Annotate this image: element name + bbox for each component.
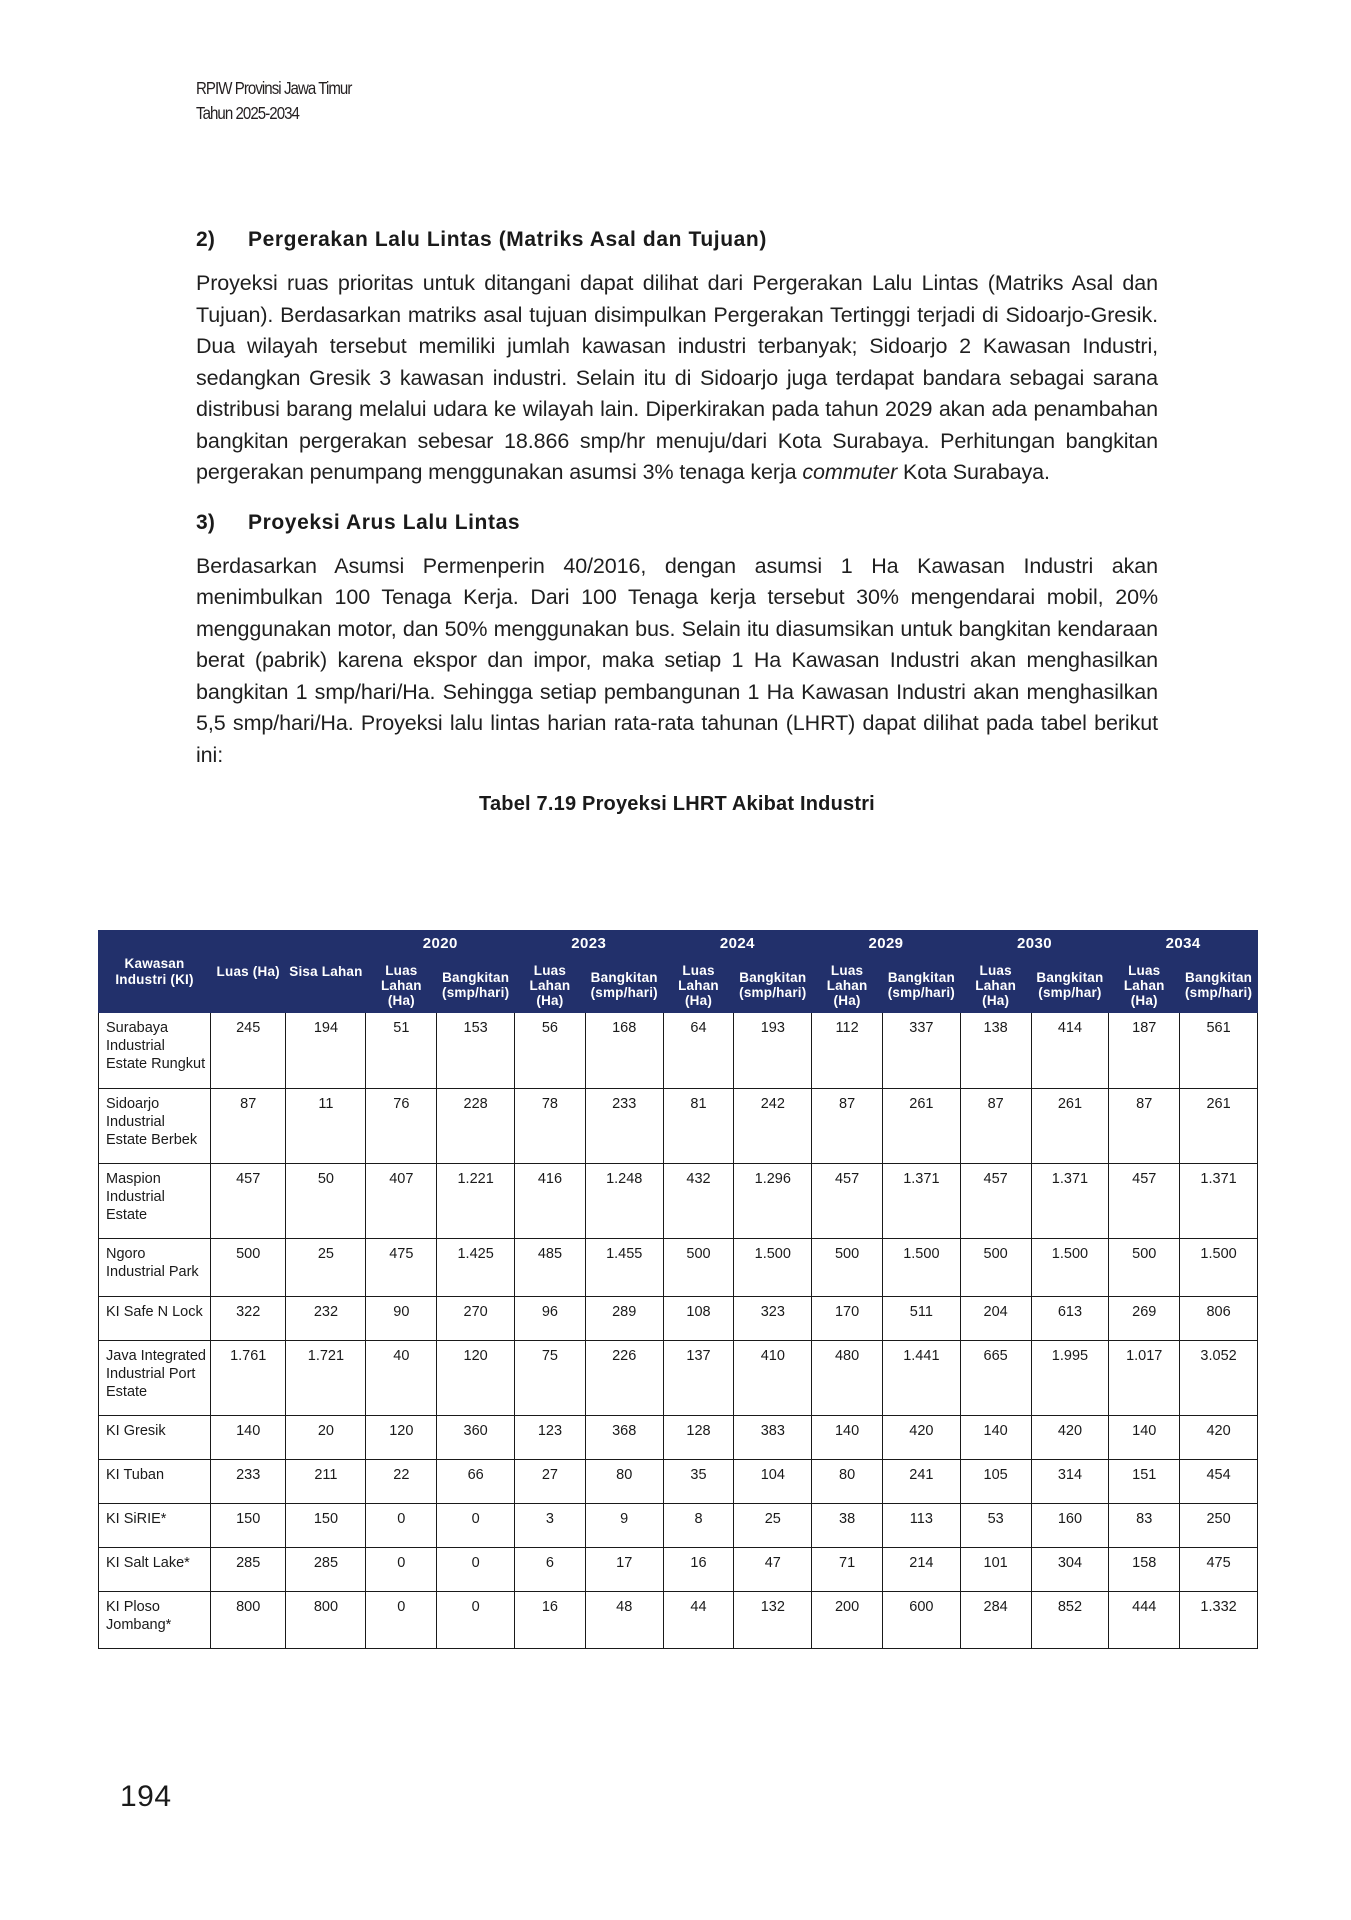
cell-2034-bangkitan: 1.332 bbox=[1180, 1591, 1258, 1648]
cell-2020-luas-lahan: 76 bbox=[366, 1088, 437, 1163]
cell-2023-bangkitan: 9 bbox=[585, 1503, 663, 1547]
cell-2023-bangkitan: 1.248 bbox=[585, 1163, 663, 1238]
cell-2020-bangkitan: 1.221 bbox=[437, 1163, 515, 1238]
cell-2034-luas-lahan: 269 bbox=[1109, 1296, 1180, 1340]
th-2024-luas-lahan: Luas Lahan (Ha) bbox=[663, 958, 734, 1012]
cell-2024-luas-lahan: 432 bbox=[663, 1163, 734, 1238]
cell-luas-ha: 285 bbox=[211, 1547, 286, 1591]
cell-2024-bangkitan: 47 bbox=[734, 1547, 812, 1591]
table-row bbox=[99, 1340, 1258, 1415]
cell-2023-bangkitan: 48 bbox=[585, 1591, 663, 1648]
cell-2034-bangkitan: 1.371 bbox=[1180, 1163, 1258, 1238]
cell-2020-luas-lahan: 0 bbox=[366, 1591, 437, 1648]
cell-2030-luas-lahan: 284 bbox=[960, 1591, 1031, 1648]
th-2020-bangkitan: Bangkitan (smp/hari) bbox=[437, 958, 515, 1012]
cell-2020-bangkitan: 1.425 bbox=[437, 1239, 515, 1296]
paragraph-pergerakan bbox=[196, 268, 1158, 489]
paragraph-proyeksi: Berdasarkan Asumsi Permenperin 40/2016, dengan asumsi 1 Ha Kawasan Industri akan menimbulkan 100 Tenaga Kerja. Dari 100 Tenaga kerja tersebut 30% mengendarai mobil, 20% menggunakan motor, dan 50% menggunakan bus. Selain itu diasumsikan untuk bangkitan kendaraan berat (pabrik) karena ekspor dan impor, maka setiap 1 Ha Kawasan Industri akan menghasilkan bangkitan 1 smp/hari/Ha. Sehingga setiap pembangunan 1 Ha Kawasan Industri akan menghasilkan 5,5 smp/hari/Ha. Proyeksi lalu lintas harian rata-rata tahunan (LHRT) dapat dilihat pada tabel berikut ini: bbox=[196, 553, 1158, 767]
cell-2029-luas-lahan: 200 bbox=[812, 1591, 883, 1648]
cell-sisa-lahan: 150 bbox=[286, 1503, 366, 1547]
table-row bbox=[99, 1013, 1258, 1088]
cell-2034-luas-lahan: 87 bbox=[1109, 1088, 1180, 1163]
table-row bbox=[99, 1415, 1258, 1459]
cell-sisa-lahan: 194 bbox=[286, 1013, 366, 1088]
running-header-line2: Tahun 2025-2034 bbox=[196, 103, 299, 124]
th-2030-luas-lahan: Luas Lahan (Ha) bbox=[960, 958, 1031, 1012]
cell-2024-bangkitan: 1.296 bbox=[734, 1163, 812, 1238]
cell-2034-bangkitan: 454 bbox=[1180, 1459, 1258, 1503]
cell-2029-luas-lahan: 480 bbox=[812, 1340, 883, 1415]
cell-2029-bangkitan: 511 bbox=[883, 1296, 961, 1340]
cell-2034-luas-lahan: 187 bbox=[1109, 1013, 1180, 1088]
cell-2024-bangkitan: 242 bbox=[734, 1088, 812, 1163]
cell-2023-luas-lahan: 96 bbox=[515, 1296, 586, 1340]
cell-2024-bangkitan: 410 bbox=[734, 1340, 812, 1415]
table-row bbox=[99, 1239, 1258, 1296]
table-row bbox=[99, 1547, 1258, 1591]
cell-2034-luas-lahan: 457 bbox=[1109, 1163, 1180, 1238]
th-2024-bangkitan: Bangkitan (smp/hari) bbox=[734, 958, 812, 1012]
cell-2024-bangkitan: 25 bbox=[734, 1503, 812, 1547]
cell-2020-bangkitan: 0 bbox=[437, 1591, 515, 1648]
table-row bbox=[99, 1296, 1258, 1340]
cell-2029-bangkitan: 1.371 bbox=[883, 1163, 961, 1238]
cell-sisa-lahan: 211 bbox=[286, 1459, 366, 1503]
cell-2029-luas-lahan: 140 bbox=[812, 1415, 883, 1459]
section-heading-2 bbox=[196, 228, 1158, 252]
th-2030-bangkitan: Bangkitan (smp/har) bbox=[1031, 958, 1109, 1012]
running-header bbox=[196, 76, 351, 127]
cell-2024-luas-lahan: 8 bbox=[663, 1503, 734, 1547]
cell-2029-luas-lahan: 112 bbox=[812, 1013, 883, 1088]
cell-2029-luas-lahan: 80 bbox=[812, 1459, 883, 1503]
cell-2030-luas-lahan: 87 bbox=[960, 1088, 1031, 1163]
cell-2020-bangkitan: 120 bbox=[437, 1340, 515, 1415]
cell-2029-luas-lahan: 500 bbox=[812, 1239, 883, 1296]
cell-2030-luas-lahan: 138 bbox=[960, 1013, 1031, 1088]
cell-luas-ha: 500 bbox=[211, 1239, 286, 1296]
cell-2020-luas-lahan: 120 bbox=[366, 1415, 437, 1459]
cell-2034-bangkitan: 3.052 bbox=[1180, 1340, 1258, 1415]
cell-2034-bangkitan: 561 bbox=[1180, 1013, 1258, 1088]
cell-2030-bangkitan: 314 bbox=[1031, 1459, 1109, 1503]
cell-2024-bangkitan: 1.500 bbox=[734, 1239, 812, 1296]
cell-2030-bangkitan: 160 bbox=[1031, 1503, 1109, 1547]
cell-sisa-lahan: 232 bbox=[286, 1296, 366, 1340]
cell-2029-bangkitan: 600 bbox=[883, 1591, 961, 1648]
cell-2029-bangkitan: 113 bbox=[883, 1503, 961, 1547]
th-kawasan-industri: Kawasan Industri (KI) bbox=[99, 931, 211, 1013]
cell-luas-ha: 87 bbox=[211, 1088, 286, 1163]
cell-2030-luas-lahan: 53 bbox=[960, 1503, 1031, 1547]
cell-2020-bangkitan: 270 bbox=[437, 1296, 515, 1340]
cell-2023-luas-lahan: 6 bbox=[515, 1547, 586, 1591]
cell-sisa-lahan: 20 bbox=[286, 1415, 366, 1459]
cell-luas-ha: 322 bbox=[211, 1296, 286, 1340]
cell-2029-luas-lahan: 71 bbox=[812, 1547, 883, 1591]
cell-2030-bangkitan: 852 bbox=[1031, 1591, 1109, 1648]
cell-2020-bangkitan: 0 bbox=[437, 1547, 515, 1591]
cell-2034-bangkitan: 250 bbox=[1180, 1503, 1258, 1547]
cell-2034-bangkitan: 261 bbox=[1180, 1088, 1258, 1163]
cell-2029-luas-lahan: 87 bbox=[812, 1088, 883, 1163]
table-row bbox=[99, 1163, 1258, 1238]
th-sisa-lahan: Sisa Lahan bbox=[286, 931, 366, 1013]
cell-2030-bangkitan: 1.371 bbox=[1031, 1163, 1109, 1238]
cell-2020-luas-lahan: 22 bbox=[366, 1459, 437, 1503]
cell-2020-bangkitan: 153 bbox=[437, 1013, 515, 1088]
th-year-2029: 2029 bbox=[812, 931, 961, 959]
cell-luas-ha: 1.761 bbox=[211, 1340, 286, 1415]
cell-2034-bangkitan: 1.500 bbox=[1180, 1239, 1258, 1296]
cell-luas-ha: 150 bbox=[211, 1503, 286, 1547]
cell-2030-bangkitan: 1.500 bbox=[1031, 1239, 1109, 1296]
cell-2034-luas-lahan: 140 bbox=[1109, 1415, 1180, 1459]
cell-2024-bangkitan: 383 bbox=[734, 1415, 812, 1459]
cell-kawasan-industri: KI Salt Lake* bbox=[99, 1547, 211, 1591]
cell-2023-bangkitan: 226 bbox=[585, 1340, 663, 1415]
cell-2024-luas-lahan: 108 bbox=[663, 1296, 734, 1340]
cell-2020-luas-lahan: 0 bbox=[366, 1547, 437, 1591]
th-year-2030: 2030 bbox=[960, 931, 1109, 959]
cell-2023-luas-lahan: 56 bbox=[515, 1013, 586, 1088]
cell-2029-luas-lahan: 457 bbox=[812, 1163, 883, 1238]
cell-kawasan-industri: KI Tuban bbox=[99, 1459, 211, 1503]
cell-2029-bangkitan: 1.500 bbox=[883, 1239, 961, 1296]
th-2023-bangkitan: Bangkitan (smp/hari) bbox=[585, 958, 663, 1012]
cell-2030-bangkitan: 613 bbox=[1031, 1296, 1109, 1340]
th-2029-luas-lahan: Luas Lahan (Ha) bbox=[812, 958, 883, 1012]
th-year-2023: 2023 bbox=[515, 931, 664, 959]
document-body bbox=[196, 228, 1158, 830]
cell-2034-luas-lahan: 83 bbox=[1109, 1503, 1180, 1547]
table-row bbox=[99, 1503, 1258, 1547]
cell-2029-bangkitan: 420 bbox=[883, 1415, 961, 1459]
cell-2023-bangkitan: 368 bbox=[585, 1415, 663, 1459]
th-year-2034: 2034 bbox=[1109, 931, 1258, 959]
table-row bbox=[99, 1459, 1258, 1503]
paragraph-pergerakan-italic: commuter bbox=[802, 460, 898, 484]
cell-2024-luas-lahan: 137 bbox=[663, 1340, 734, 1415]
cell-2034-bangkitan: 475 bbox=[1180, 1547, 1258, 1591]
running-header-line1: RPIW Provinsi Jawa Timur bbox=[196, 78, 352, 98]
cell-luas-ha: 245 bbox=[211, 1013, 286, 1088]
th-luas-ha: Luas (Ha) bbox=[211, 931, 286, 1013]
cell-2024-luas-lahan: 128 bbox=[663, 1415, 734, 1459]
cell-2029-bangkitan: 1.441 bbox=[883, 1340, 961, 1415]
cell-luas-ha: 140 bbox=[211, 1415, 286, 1459]
cell-2020-bangkitan: 360 bbox=[437, 1415, 515, 1459]
cell-2030-luas-lahan: 140 bbox=[960, 1415, 1031, 1459]
cell-kawasan-industri: KI Safe N Lock bbox=[99, 1296, 211, 1340]
paragraph-pergerakan-post: Kota Surabaya. bbox=[897, 460, 1050, 484]
cell-2020-luas-lahan: 40 bbox=[366, 1340, 437, 1415]
cell-2024-luas-lahan: 35 bbox=[663, 1459, 734, 1503]
cell-2034-luas-lahan: 158 bbox=[1109, 1547, 1180, 1591]
cell-2023-luas-lahan: 75 bbox=[515, 1340, 586, 1415]
cell-2024-luas-lahan: 500 bbox=[663, 1239, 734, 1296]
cell-2023-bangkitan: 168 bbox=[585, 1013, 663, 1088]
cell-2030-bangkitan: 420 bbox=[1031, 1415, 1109, 1459]
cell-kawasan-industri: Maspion Industrial Estate bbox=[99, 1163, 211, 1238]
cell-2020-bangkitan: 228 bbox=[437, 1088, 515, 1163]
cell-sisa-lahan: 1.721 bbox=[286, 1340, 366, 1415]
cell-2030-bangkitan: 1.995 bbox=[1031, 1340, 1109, 1415]
cell-2023-luas-lahan: 27 bbox=[515, 1459, 586, 1503]
cell-2023-luas-lahan: 3 bbox=[515, 1503, 586, 1547]
cell-2024-luas-lahan: 44 bbox=[663, 1591, 734, 1648]
th-2023-luas-lahan: Luas Lahan (Ha) bbox=[515, 958, 586, 1012]
cell-2020-luas-lahan: 51 bbox=[366, 1013, 437, 1088]
cell-sisa-lahan: 11 bbox=[286, 1088, 366, 1163]
cell-2020-bangkitan: 66 bbox=[437, 1459, 515, 1503]
th-year-2024: 2024 bbox=[663, 931, 812, 959]
cell-kawasan-industri: Surabaya Industrial Estate Rungkut bbox=[99, 1013, 211, 1088]
cell-2024-bangkitan: 132 bbox=[734, 1591, 812, 1648]
section-heading-3 bbox=[196, 511, 1158, 535]
cell-2024-luas-lahan: 81 bbox=[663, 1088, 734, 1163]
cell-2034-bangkitan: 420 bbox=[1180, 1415, 1258, 1459]
section-number-3: 3) bbox=[196, 510, 216, 534]
cell-2034-luas-lahan: 1.017 bbox=[1109, 1340, 1180, 1415]
section-title-3: Proyeksi Arus Lalu Lintas bbox=[248, 510, 521, 534]
cell-2020-bangkitan: 0 bbox=[437, 1503, 515, 1547]
th-2034-luas-lahan: Luas Lahan (Ha) bbox=[1109, 958, 1180, 1012]
cell-2030-bangkitan: 304 bbox=[1031, 1547, 1109, 1591]
cell-2023-luas-lahan: 416 bbox=[515, 1163, 586, 1238]
section-number-2: 2) bbox=[196, 228, 216, 251]
cell-2023-luas-lahan: 16 bbox=[515, 1591, 586, 1648]
cell-2024-bangkitan: 323 bbox=[734, 1296, 812, 1340]
cell-2030-luas-lahan: 457 bbox=[960, 1163, 1031, 1238]
cell-sisa-lahan: 50 bbox=[286, 1163, 366, 1238]
cell-2020-luas-lahan: 475 bbox=[366, 1239, 437, 1296]
lhrt-table bbox=[98, 930, 1258, 1649]
cell-kawasan-industri: Java Integrated Industrial Port Estate bbox=[99, 1340, 211, 1415]
cell-2034-luas-lahan: 500 bbox=[1109, 1239, 1180, 1296]
cell-2034-bangkitan: 806 bbox=[1180, 1296, 1258, 1340]
cell-2034-luas-lahan: 444 bbox=[1109, 1591, 1180, 1648]
cell-2029-bangkitan: 261 bbox=[883, 1088, 961, 1163]
cell-2030-luas-lahan: 204 bbox=[960, 1296, 1031, 1340]
cell-2023-bangkitan: 80 bbox=[585, 1459, 663, 1503]
table-row bbox=[99, 1088, 1258, 1163]
cell-2029-bangkitan: 241 bbox=[883, 1459, 961, 1503]
page-number: 194 bbox=[120, 1780, 172, 1813]
table-head-row-years bbox=[99, 931, 1258, 959]
cell-2023-luas-lahan: 123 bbox=[515, 1415, 586, 1459]
cell-luas-ha: 800 bbox=[211, 1591, 286, 1648]
cell-kawasan-industri: KI Gresik bbox=[99, 1415, 211, 1459]
cell-2023-luas-lahan: 78 bbox=[515, 1088, 586, 1163]
th-year-2020: 2020 bbox=[366, 931, 515, 959]
table-head bbox=[99, 931, 1258, 1013]
cell-2029-luas-lahan: 170 bbox=[812, 1296, 883, 1340]
table-body bbox=[99, 1013, 1258, 1649]
cell-sisa-lahan: 25 bbox=[286, 1239, 366, 1296]
cell-2020-luas-lahan: 90 bbox=[366, 1296, 437, 1340]
cell-2024-bangkitan: 104 bbox=[734, 1459, 812, 1503]
cell-2034-luas-lahan: 151 bbox=[1109, 1459, 1180, 1503]
cell-kawasan-industri: Ngoro Industrial Park bbox=[99, 1239, 211, 1296]
cell-sisa-lahan: 800 bbox=[286, 1591, 366, 1648]
cell-2020-luas-lahan: 0 bbox=[366, 1503, 437, 1547]
cell-2030-bangkitan: 414 bbox=[1031, 1013, 1109, 1088]
cell-sisa-lahan: 285 bbox=[286, 1547, 366, 1591]
cell-2030-luas-lahan: 101 bbox=[960, 1547, 1031, 1591]
cell-2029-luas-lahan: 38 bbox=[812, 1503, 883, 1547]
table-caption: Tabel 7.19 Proyeksi LHRT Akibat Industri bbox=[479, 793, 875, 815]
lhrt-table-wrapper bbox=[98, 930, 1258, 1649]
section-title-2: Pergerakan Lalu Lintas (Matriks Asal dan Tujuan) bbox=[248, 228, 767, 251]
cell-2023-bangkitan: 233 bbox=[585, 1088, 663, 1163]
paragraph-pergerakan-pre: Proyeksi ruas prioritas untuk ditangani dapat dilihat dari Pergerakan Lalu Lintas (Matriks Asal dan Tujuan). Berdasarkan matriks asal tujuan disimpulkan Pergerakan Tertinggi terjadi di Sidoarjo-Gresik. Dua wilayah tersebut memiliki jumlah kawasan industri terbanyak; Sidoarjo 2 Kawasan Industri, sedangkan Gresik 3 kawasan industri. Selain itu di Sidoarjo juga terdapat bandara sebagai sarana distribusi barang melalui udara ke wilayah lain. Diperkirakan pada tahun 2029 akan ada penambahan bangkitan pergerakan sebesar 18.866 smp/hr menuju/dari Kota Surabaya. Perhitungan bangkitan pergerakan penumpang menggunakan asumsi 3% tenaga kerja bbox=[196, 271, 1158, 484]
cell-2030-bangkitan: 261 bbox=[1031, 1088, 1109, 1163]
cell-2030-luas-lahan: 105 bbox=[960, 1459, 1031, 1503]
cell-luas-ha: 233 bbox=[211, 1459, 286, 1503]
th-2029-bangkitan: Bangkitan (smp/hari) bbox=[883, 958, 961, 1012]
th-2034-bangkitan: Bangkitan (smp/hari) bbox=[1180, 958, 1258, 1012]
cell-2023-luas-lahan: 485 bbox=[515, 1239, 586, 1296]
th-2020-luas-lahan: Luas Lahan (Ha) bbox=[366, 958, 437, 1012]
cell-kawasan-industri: Sidoarjo Industrial Estate Berbek bbox=[99, 1088, 211, 1163]
cell-2023-bangkitan: 289 bbox=[585, 1296, 663, 1340]
cell-2024-luas-lahan: 16 bbox=[663, 1547, 734, 1591]
table-row bbox=[99, 1591, 1258, 1648]
cell-kawasan-industri: KI Ploso Jombang* bbox=[99, 1591, 211, 1648]
cell-kawasan-industri: KI SiRIE* bbox=[99, 1503, 211, 1547]
cell-2029-bangkitan: 337 bbox=[883, 1013, 961, 1088]
cell-luas-ha: 457 bbox=[211, 1163, 286, 1238]
cell-2029-bangkitan: 214 bbox=[883, 1547, 961, 1591]
cell-2024-luas-lahan: 64 bbox=[663, 1013, 734, 1088]
cell-2020-luas-lahan: 407 bbox=[366, 1163, 437, 1238]
cell-2024-bangkitan: 193 bbox=[734, 1013, 812, 1088]
cell-2023-bangkitan: 1.455 bbox=[585, 1239, 663, 1296]
cell-2030-luas-lahan: 665 bbox=[960, 1340, 1031, 1415]
cell-2023-bangkitan: 17 bbox=[585, 1547, 663, 1591]
cell-2030-luas-lahan: 500 bbox=[960, 1239, 1031, 1296]
